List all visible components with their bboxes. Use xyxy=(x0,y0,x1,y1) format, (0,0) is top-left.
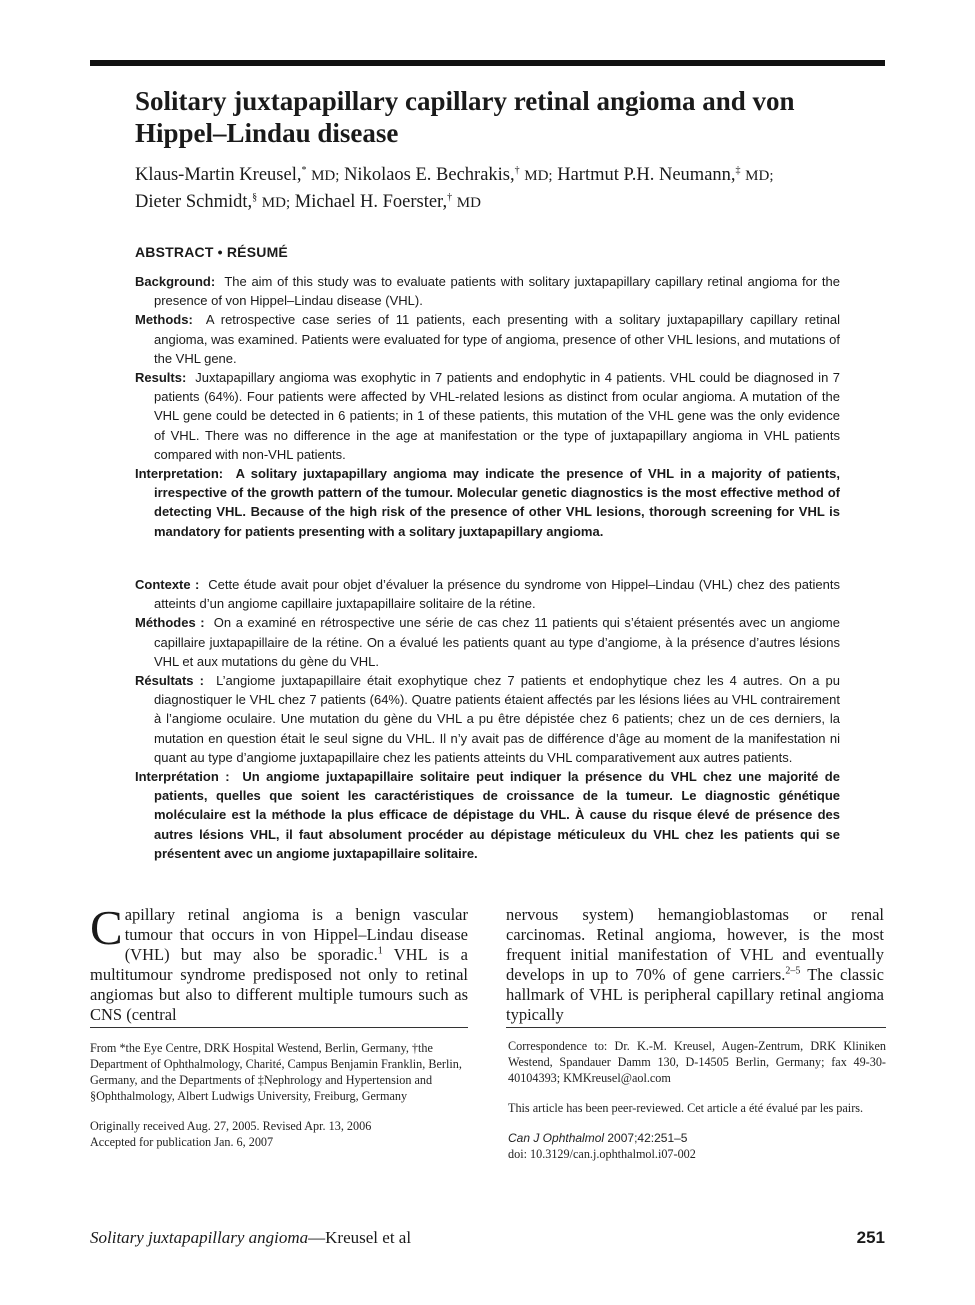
body-text: VHL is a multitumour syndrome predisposed not only to retinal angiomas but also to different multiple tumours such as CNS (central xyxy=(90,945,468,1024)
body-column-left xyxy=(90,900,468,1024)
top-rule xyxy=(90,60,885,66)
affiliation-mark: * xyxy=(301,164,307,176)
received-date: Originally received Aug. 27, 2005. Revised Apr. 13, 2006 xyxy=(90,1119,372,1133)
affiliation-mark: ‡ xyxy=(735,164,741,176)
abstract-label: Interprétation : xyxy=(135,769,230,785)
peer-review-text: This article has been peer-reviewed. Cet article a été évalué par les pairs. xyxy=(508,1101,864,1115)
peer-review-note xyxy=(508,1100,886,1116)
abstract-text: Cette étude avait pour objet d’évaluer la présence du syndrome von Hippel–Lindau (VHL) chez des patients atteints d’un angiome capillaire juxtapapillaire solitaire de la rétine. xyxy=(154,577,840,612)
author-name: Dieter Schmidt, xyxy=(135,192,253,212)
abstract-heading: ABSTRACT • RÉSUMÉ xyxy=(135,244,288,260)
abstract-text: Un angiome juxtapapillaire solitaire peut indiquer la présence du VHL chez une majorité de patients, quelles que soient les caractéristiques de croissance de la tumeur. Le diagnostic génétique moléculaire est la méthode la plus efficace de dépistage du VHL. À cause du risque élevé de présence des autres lésions VHL, il faut absolument procéder au dépistage méticuleux du VHL chez les patients qui se présentent avec un angiome juxtapapillaire solitaire. xyxy=(154,769,840,861)
abstract-label: Méthodes : xyxy=(135,615,205,631)
abstract-paragraph xyxy=(135,671,840,767)
body-paragraph xyxy=(506,905,884,1025)
author-degree: MD; xyxy=(261,195,291,211)
abstract-label: Methods: xyxy=(135,312,193,328)
footnote-divider xyxy=(506,1027,886,1028)
abstract-paragraph xyxy=(135,368,840,464)
body-column-right xyxy=(506,905,884,1024)
abstract-paragraph xyxy=(135,613,840,671)
reference-mark: 1 xyxy=(377,945,383,957)
abstract-french xyxy=(135,575,840,863)
affiliation-mark: † xyxy=(447,191,453,203)
author-degree: MD; xyxy=(524,168,553,184)
abstract-paragraph xyxy=(135,767,840,863)
page-number: 251 xyxy=(856,1228,885,1247)
author-degree: MD; xyxy=(311,168,340,184)
abstract-text: A solitary juxtapapillary angioma may indicate the presence of VHL in a majority of patients, irrespective of the growth pattern of the tumour. Molecular genetic diagnostics is the most effective method of detecting VHL. Because of the high risk of the presence of other VHL lesions, thorough screening for VHL is mandatory for patients presenting with a solitary juxtapapillary angioma. xyxy=(154,466,840,539)
abstract-paragraph xyxy=(135,575,840,613)
article-title: Solitary juxtapapillary capillary retinal angioma and von Hippel–Lindau disease xyxy=(135,86,795,148)
affiliation-mark: † xyxy=(514,164,520,176)
drop-cap: C xyxy=(90,900,123,955)
abstract-english xyxy=(135,272,840,541)
abstract-label: Results: xyxy=(135,370,187,386)
correspondence-text: Correspondence to: Dr. K.-M. Kreusel, Augen-Zentrum, DRK Kliniken Westend, Spandauer Damm 130, D-14505 Berlin, Germany; fax 49-30-40104393; KMKreusel@aol.com xyxy=(508,1039,886,1085)
body-text: The classic hallmark of VHL is peripheral capillary retinal angioma typically xyxy=(506,965,884,1024)
journal-citation xyxy=(508,1130,886,1146)
author-degree: MD xyxy=(456,195,481,211)
body-text: apillary retinal angioma is a benign vascular tumour that occurs in von Hippel–Lindau disease (VHL) but may also be sporadic. xyxy=(124,905,468,964)
running-title: Solitary juxtapapillary angioma xyxy=(90,1228,309,1247)
abstract-paragraph xyxy=(135,464,840,541)
journal-volume: 2007;42:251–5 xyxy=(604,1131,688,1145)
abstract-label: Interpretation: xyxy=(135,466,224,482)
abstract-text: The aim of this study was to evaluate patients with solitary juxtapapillary capillary retinal angioma for the presence of von Hippel–Lindau disease (VHL). xyxy=(154,274,840,309)
body-text: nervous system) hemangioblastomas or renal carcinomas. Retinal angioma, however, is the most frequent initial manifestation of VHL and eventually develops in up to 70% of gene carriers. xyxy=(506,905,884,984)
abstract-text: L’angiome juxtapapillaire était exophytique chez 7 patients et endophytique chez les 4 autres. On a pu diagnostiquer le VHL chez 7 patients (64%). Quatre patients étaient affectés par les lésions liées au VHL contrairement à l’angiome oculaire. Une mutation du gène du VHL a pu être dépistée chez 6 patients; chez un de ces derniers, la mutation en question était le seul signe du VHL. Il n’y avait pas de différence d’âge au moment de la manifestation ni quant au type d’angiome juxtapapillaire chez les patients atteints du VHL comparativement aux autres patients. xyxy=(154,673,840,765)
correspondence-footnote xyxy=(508,1038,886,1086)
running-authors: —Kreusel et al xyxy=(308,1228,412,1247)
abstract-paragraph xyxy=(135,272,840,310)
author-name: Michael H. Foerster, xyxy=(294,192,448,212)
author-name: Hartmut P.H. Neumann, xyxy=(557,165,736,185)
reference-mark: 2–5 xyxy=(785,965,801,977)
affiliation-mark: § xyxy=(252,191,258,203)
author-list xyxy=(135,162,855,216)
running-footer xyxy=(90,1228,411,1248)
dates-footnote xyxy=(90,1118,468,1150)
abstract-paragraph xyxy=(135,310,840,368)
author-name: Nikolaos E. Bechrakis, xyxy=(344,165,515,185)
abstract-text: A retrospective case series of 11 patients, each presenting with a solitary juxtapapillary capillary retinal angioma, was examined. Patients were evaluated for type of angioma, presence of other VHL lesions, and mutations of the VHL gene. xyxy=(154,312,840,366)
abstract-label: Résultats : xyxy=(135,673,204,689)
author-degree: MD; xyxy=(745,168,774,184)
journal-name: Can J Ophthalmol xyxy=(508,1131,605,1145)
abstract-label: Contexte : xyxy=(135,577,200,592)
affiliations-footnote xyxy=(90,1040,468,1104)
abstract-text: Juxtapapillary angioma was exophytic in 7 patients and endophytic in 4 patients. VHL could be diagnosed in 7 patients (64%). Four patients were affected by VHL-related lesions as distinct from ocular angioma. A mutation of the VHL gene could be detected in 6 patients; in 1 of these patients, this mutation of the VHL gene was the only evidence of VHL. There was no difference in the age at manifestation or the type of juxtapapillary angioma in VHL patients compared with non-VHL patients. xyxy=(154,370,840,462)
doi: doi: 10.3129/can.j.ophthalmol.i07-002 xyxy=(508,1147,696,1161)
accepted-date: Accepted for publication Jan. 6, 2007 xyxy=(90,1135,274,1149)
abstract-label: Background: xyxy=(135,274,216,289)
abstract-text: On a examiné en rétrospective une série de cas chez 11 patients qui s’étaient présentés avec un angiome capillaire juxtapapillaire de la rétine. On a évalué les patients quant au type d’angiome, à la présence d’autres lésions VHL et aux mutations du gène du VHL. xyxy=(154,615,840,669)
citation-footnote xyxy=(508,1130,886,1162)
footnote-divider xyxy=(90,1027,468,1028)
body-paragraph xyxy=(90,900,468,1025)
author-name: Klaus-Martin Kreusel, xyxy=(135,165,302,185)
affiliations-text: From *the Eye Centre, DRK Hospital Westend, Berlin, Germany, †the Department of Ophthalmology, Charité, Campus Benjamin Franklin, Berlin, Germany, and the Departments of ‡Nephrology and Hypertension and §Ophthalmology, Albert Ludwigs University, Freiburg, Germany xyxy=(90,1041,462,1103)
